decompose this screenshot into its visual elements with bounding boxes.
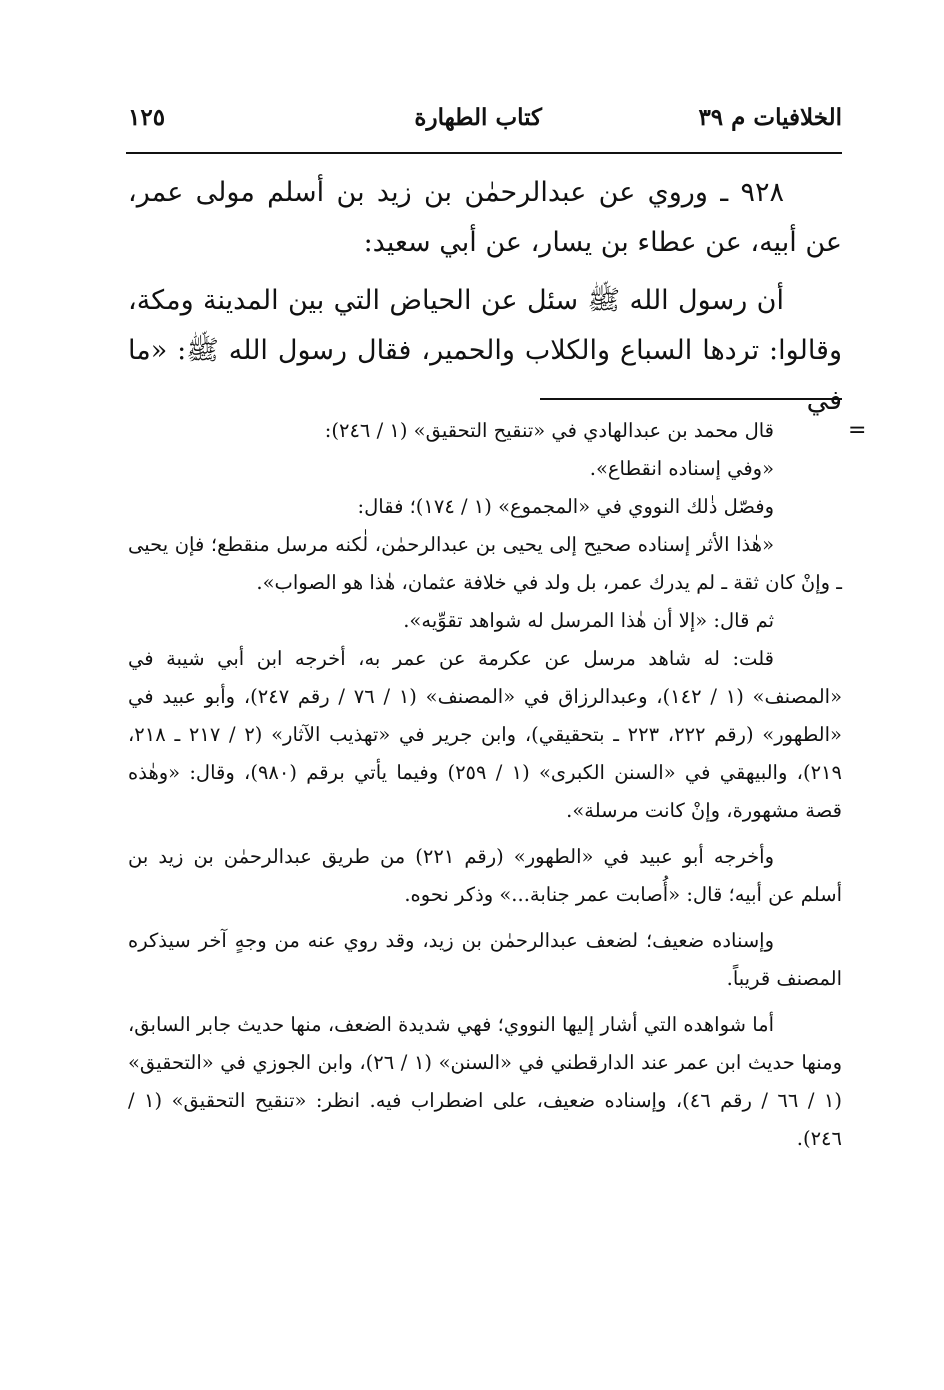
footnote-separator: [540, 398, 842, 400]
footnote-paragraph: قال محمد بن عبدالهادي في «تنقيح التحقيق» (١ / ٢٤٦):: [324, 419, 774, 442]
main-text: [128, 168, 842, 426]
continuation-mark: =: [848, 418, 867, 443]
footnote-paragraph: وإسناده ضعيف؛ لضعف عبدالرحمٰن بن زيد، وقد روي عنه من وجهٍ آخر سيذكره المصنف قريباً.: [128, 929, 842, 990]
hadith-matn-paragraph: أن رسول الله ﷺ سئل عن الحياض التي بين المدينة ومكة، وقالوا: تردها السباع والكلاب والحمير، فقال رسول الله ﷺ: «ما في: [128, 285, 842, 416]
hadith-isnad-paragraph: ٩٢٨ ـ وروي عن عبدالرحمٰن بن زيد بن أسلم مولى عمر، عن أبيه، عن عطاء بن يسار، عن أبي سعيد:: [128, 177, 842, 258]
footnote-paragraph: وأخرجه أبو عبيد في «الطهور» (رقم ٢٢١) من طريق عبدالرحمٰن بن زيد بن أسلم عن أبيه؛ قال: «أُصابت عمر جنابة...» وذكر نحوه.: [128, 845, 842, 906]
running-title: الخلافيات م ٣٩: [698, 104, 842, 131]
footnote-paragraph: «وفي إسناده انقطاع».: [589, 457, 774, 480]
chapter-title: كتاب الطهارة: [414, 104, 542, 131]
footnote-paragraph: ثم قال: «إلا أن هٰذا المرسل له شواهد تقوِّيه».: [403, 609, 774, 632]
footnote-paragraph: «هٰذا الأثر إسناده صحيح إلى يحيى بن عبدالرحمٰن، لٰكنه مرسل منقطع؛ فإن يحيى ـ وإنْ كان ثقة ـ لم يدرك عمر، بل ولد في خلافة عثمان، هٰذا هو الصواب».: [128, 533, 842, 594]
page-header: [128, 104, 842, 144]
header-rule: [126, 152, 842, 154]
footnote-paragraph: قلت: له شاهد مرسل عن عكرمة عن عمر به، أخرجه ابن أبي شيبة في «المصنف» (١ / ١٤٢)، وعبدالرزاق في «المصنف» (١ / ٧٦ / رقم ٢٤٧)، وأبو عبيد في «الطهور» (رقم ٢٢٢، ٢٢٣ ـ بتحقيقي)، وابن جرير في «تهذيب الآثار» (٢ / ٢١٧ ـ ٢١٨، ٢١٩)، والبيهقي في «السنن الكبرى» (١ / ٢٥٩) وفيما يأتي برقم (٩٨٠)، وقال: «وهٰذه قصة مشهورة، وإنْ كانت مرسلة».: [128, 647, 843, 822]
footnote-paragraph: أما شواهده التي أشار إليها النووي؛ فهي شديدة الضعف، منها حديث جابر السابق، ومنها حديث ابن عمر عند الدارقطني في «السنن» (١ / ٢٦)، وابن الجوزي في «التحقيق» (١ / ٦٦ / رقم ٤٦)، وإسناده ضعيف، على اضطراب فيه. انظر: «تنقيح التحقيق» (١ / ٢٤٦).: [128, 1013, 843, 1150]
footnote-paragraph: وفصّل ذٰلك النووي في «المجموع» (١ / ١٧٤)؛ فقال:: [357, 495, 774, 518]
footnotes: [128, 412, 842, 1158]
page-number: ١٢٥: [128, 104, 166, 131]
